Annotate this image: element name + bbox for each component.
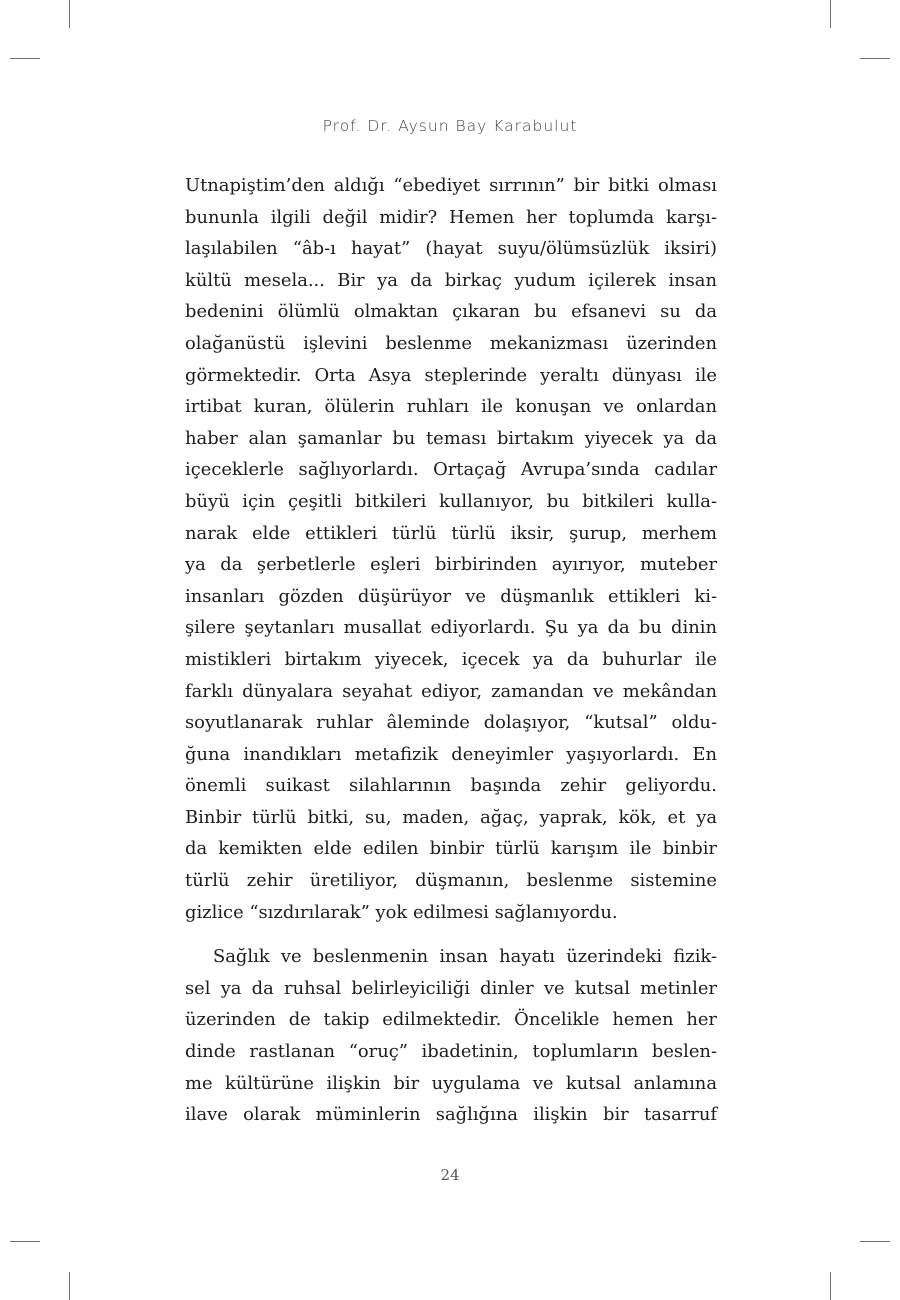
text-line: içeceklerle sağlıyorlardı. Ortaçağ Avrupa’sında cadılar xyxy=(185,459,717,481)
text-line: da kemikten elde edilen binbir türlü karışım ile binbir xyxy=(185,838,717,860)
text-line: Sağlık ve beslenmenin insan hayatı üzerindeki fizik- xyxy=(213,946,717,968)
text-line: bununla ilgili değil midir? Hemen her toplumda karşı- xyxy=(185,206,717,228)
crop-mark-top-left-horizontal xyxy=(10,58,40,59)
text-line: ya da şerbetlerle eşleri birbirinden ayırıyor, muteber xyxy=(185,554,717,576)
text-line: üzerinden de takip edilmektedir. Öncelikle hemen her xyxy=(185,1009,717,1031)
crop-mark-top-left-vertical xyxy=(69,0,70,28)
text-line: laşılabilen “âb-ı hayat” (hayat suyu/ölümsüzlük iksiri) xyxy=(185,238,717,260)
text-line: sel ya da ruhsal belirleyiciliği dinler ve kutsal metinler xyxy=(185,977,717,999)
paragraph-gap xyxy=(185,928,717,941)
page-number: 24 xyxy=(440,1166,460,1184)
text-line: me kültürüne ilişkin bir uygulama ve kutsal anlamına xyxy=(185,1072,717,1094)
crop-mark-bottom-left-vertical xyxy=(69,1272,70,1300)
paragraph-1 xyxy=(185,170,717,928)
text-line: narak elde ettikleri türlü türlü iksir, şurup, merhem xyxy=(185,522,717,544)
text-line: ğuna inandıkları metafizik deneyimler yaşıyorlardı. En xyxy=(185,743,717,765)
paragraph-2 xyxy=(185,941,717,1131)
running-head: Prof. Dr. Aysun Bay Karabulut xyxy=(322,117,578,135)
text-line: şilere şeytanları musallat ediyorlardı. Şu ya da bu dinin xyxy=(185,617,717,639)
body-text xyxy=(185,170,717,1131)
text-line: büyü için çeşitli bitkileri kullanıyor, bu bitkileri kulla- xyxy=(185,490,717,512)
text-line: farklı dünyalara seyahat ediyor, zamandan ve mekândan xyxy=(185,680,717,702)
text-line: türlü zehir üretiliyor, düşmanın, beslenme sistemine xyxy=(185,870,717,892)
text-line: ilave olarak müminlerin sağlığına ilişkin bir tasarruf xyxy=(185,1104,717,1126)
text-line: görmektedir. Orta Asya steplerinde yeraltı dünyası ile xyxy=(185,364,717,386)
text-line: soyutlanarak ruhlar âleminde dolaşıyor, “kutsal” oldu- xyxy=(185,712,717,734)
text-line: irtibat kuran, ölülerin ruhları ile konuşan ve onlardan xyxy=(185,396,717,418)
text-line: önemli suikast silahlarının başında zehir geliyordu. xyxy=(185,775,717,797)
text-line: bedenini ölümlü olmaktan çıkaran bu efsanevi su da xyxy=(185,301,717,323)
crop-mark-bottom-right-horizontal xyxy=(860,1241,890,1242)
crop-mark-bottom-left-horizontal xyxy=(10,1241,40,1242)
crop-mark-top-right-vertical xyxy=(830,0,831,28)
text-line: insanları gözden düşürüyor ve düşmanlık ettikleri ki- xyxy=(185,585,717,607)
text-line: olağanüstü işlevini beslenme mekanizması üzerinden xyxy=(185,332,717,354)
text-line: dinde rastlanan “oruç” ibadetinin, toplumların beslen- xyxy=(185,1041,717,1063)
text-line: Binbir türlü bitki, su, maden, ağaç, yaprak, kök, et ya xyxy=(185,806,717,828)
crop-mark-bottom-right-vertical xyxy=(830,1272,831,1300)
text-line: gizlice “sızdırılarak” yok edilmesi sağlanıyordu. xyxy=(185,901,618,923)
text-line: kültü mesela... Bir ya da birkaç yudum içilerek insan xyxy=(185,269,717,291)
text-line: haber alan şamanlar bu teması birtakım yiyecek ya da xyxy=(185,427,717,449)
crop-mark-top-right-horizontal xyxy=(860,58,890,59)
text-line: Utnapiştim’den aldığı “ebediyet sırrının” bir bitki olması xyxy=(185,175,717,196)
text-line: mistikleri birtakım yiyecek, içecek ya da buhurlar ile xyxy=(185,648,717,670)
